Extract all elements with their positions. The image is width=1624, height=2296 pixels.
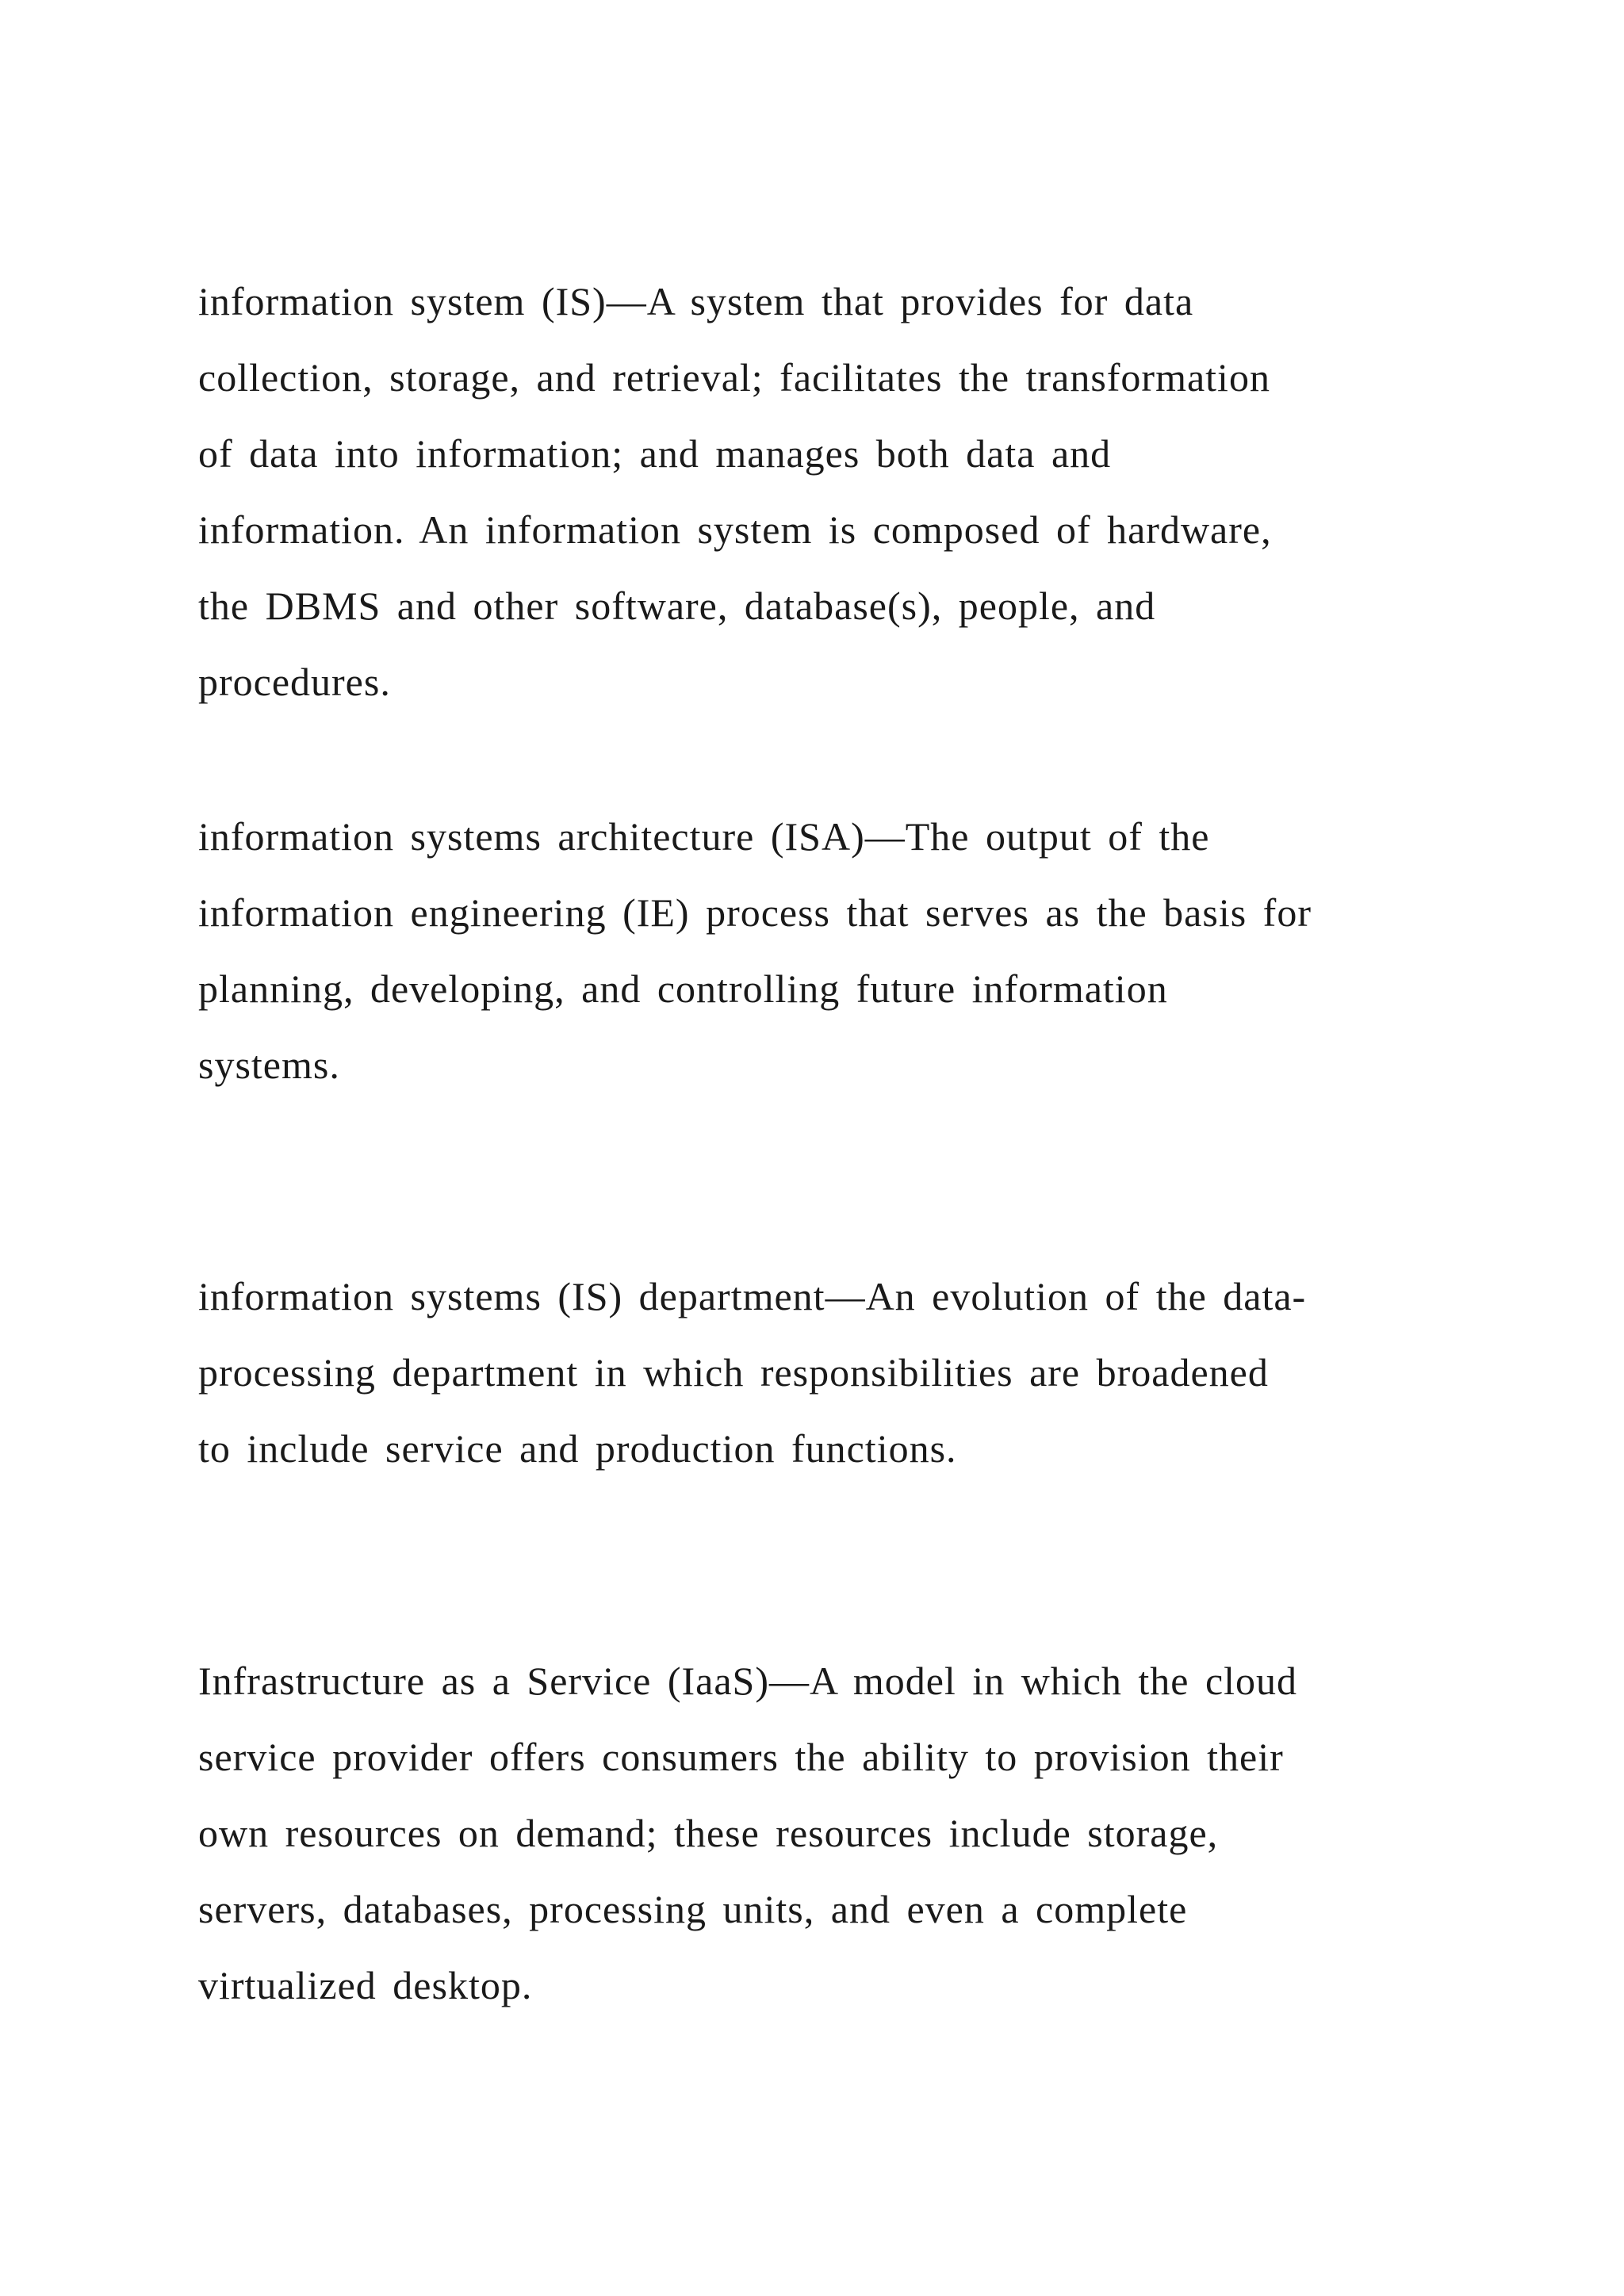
entry-line: planning, developing, and controlling future information (198, 966, 1168, 1011)
glossary-entry-information-system (198, 263, 1435, 720)
entry-line: information engineering (IE) process that serves as the basis for (198, 890, 1312, 935)
entry-line: of data into information; and manages both data and (198, 431, 1112, 476)
entry-line: information systems (IS) department—An evolution of the data- (198, 1274, 1307, 1318)
entry-line: information systems architecture (ISA)—The output of the (198, 814, 1210, 859)
entry-line: servers, databases, processing units, and even a complete (198, 1887, 1188, 1931)
entry-line: own resources on demand; these resources include storage, (198, 1811, 1219, 1855)
entry-line: processing department in which responsibilities are broadened (198, 1350, 1269, 1395)
entry-line: to include service and production functions. (198, 1426, 957, 1471)
entry-line: information. An information system is composed of hardware, (198, 507, 1272, 552)
glossary-entry-information-systems-architecture (198, 798, 1435, 1103)
entry-line: the DBMS and other software, database(s), people, and (198, 584, 1156, 628)
entry-line: Infrastructure as a Service (IaaS)—A model in which the cloud (198, 1659, 1298, 1703)
glossary-entry-information-systems-department (198, 1258, 1435, 1487)
entry-line: systems. (198, 1043, 340, 1087)
glossary-entry-infrastructure-as-a-service (198, 1643, 1435, 2023)
entry-line: virtualized desktop. (198, 1963, 533, 2007)
entry-line: information system (IS)—A system that provides for data (198, 279, 1194, 323)
entry-line: service provider offers consumers the ability to provision their (198, 1735, 1284, 1779)
entry-line: procedures. (198, 660, 391, 704)
entry-line: collection, storage, and retrieval; facilitates the transformation (198, 355, 1270, 400)
